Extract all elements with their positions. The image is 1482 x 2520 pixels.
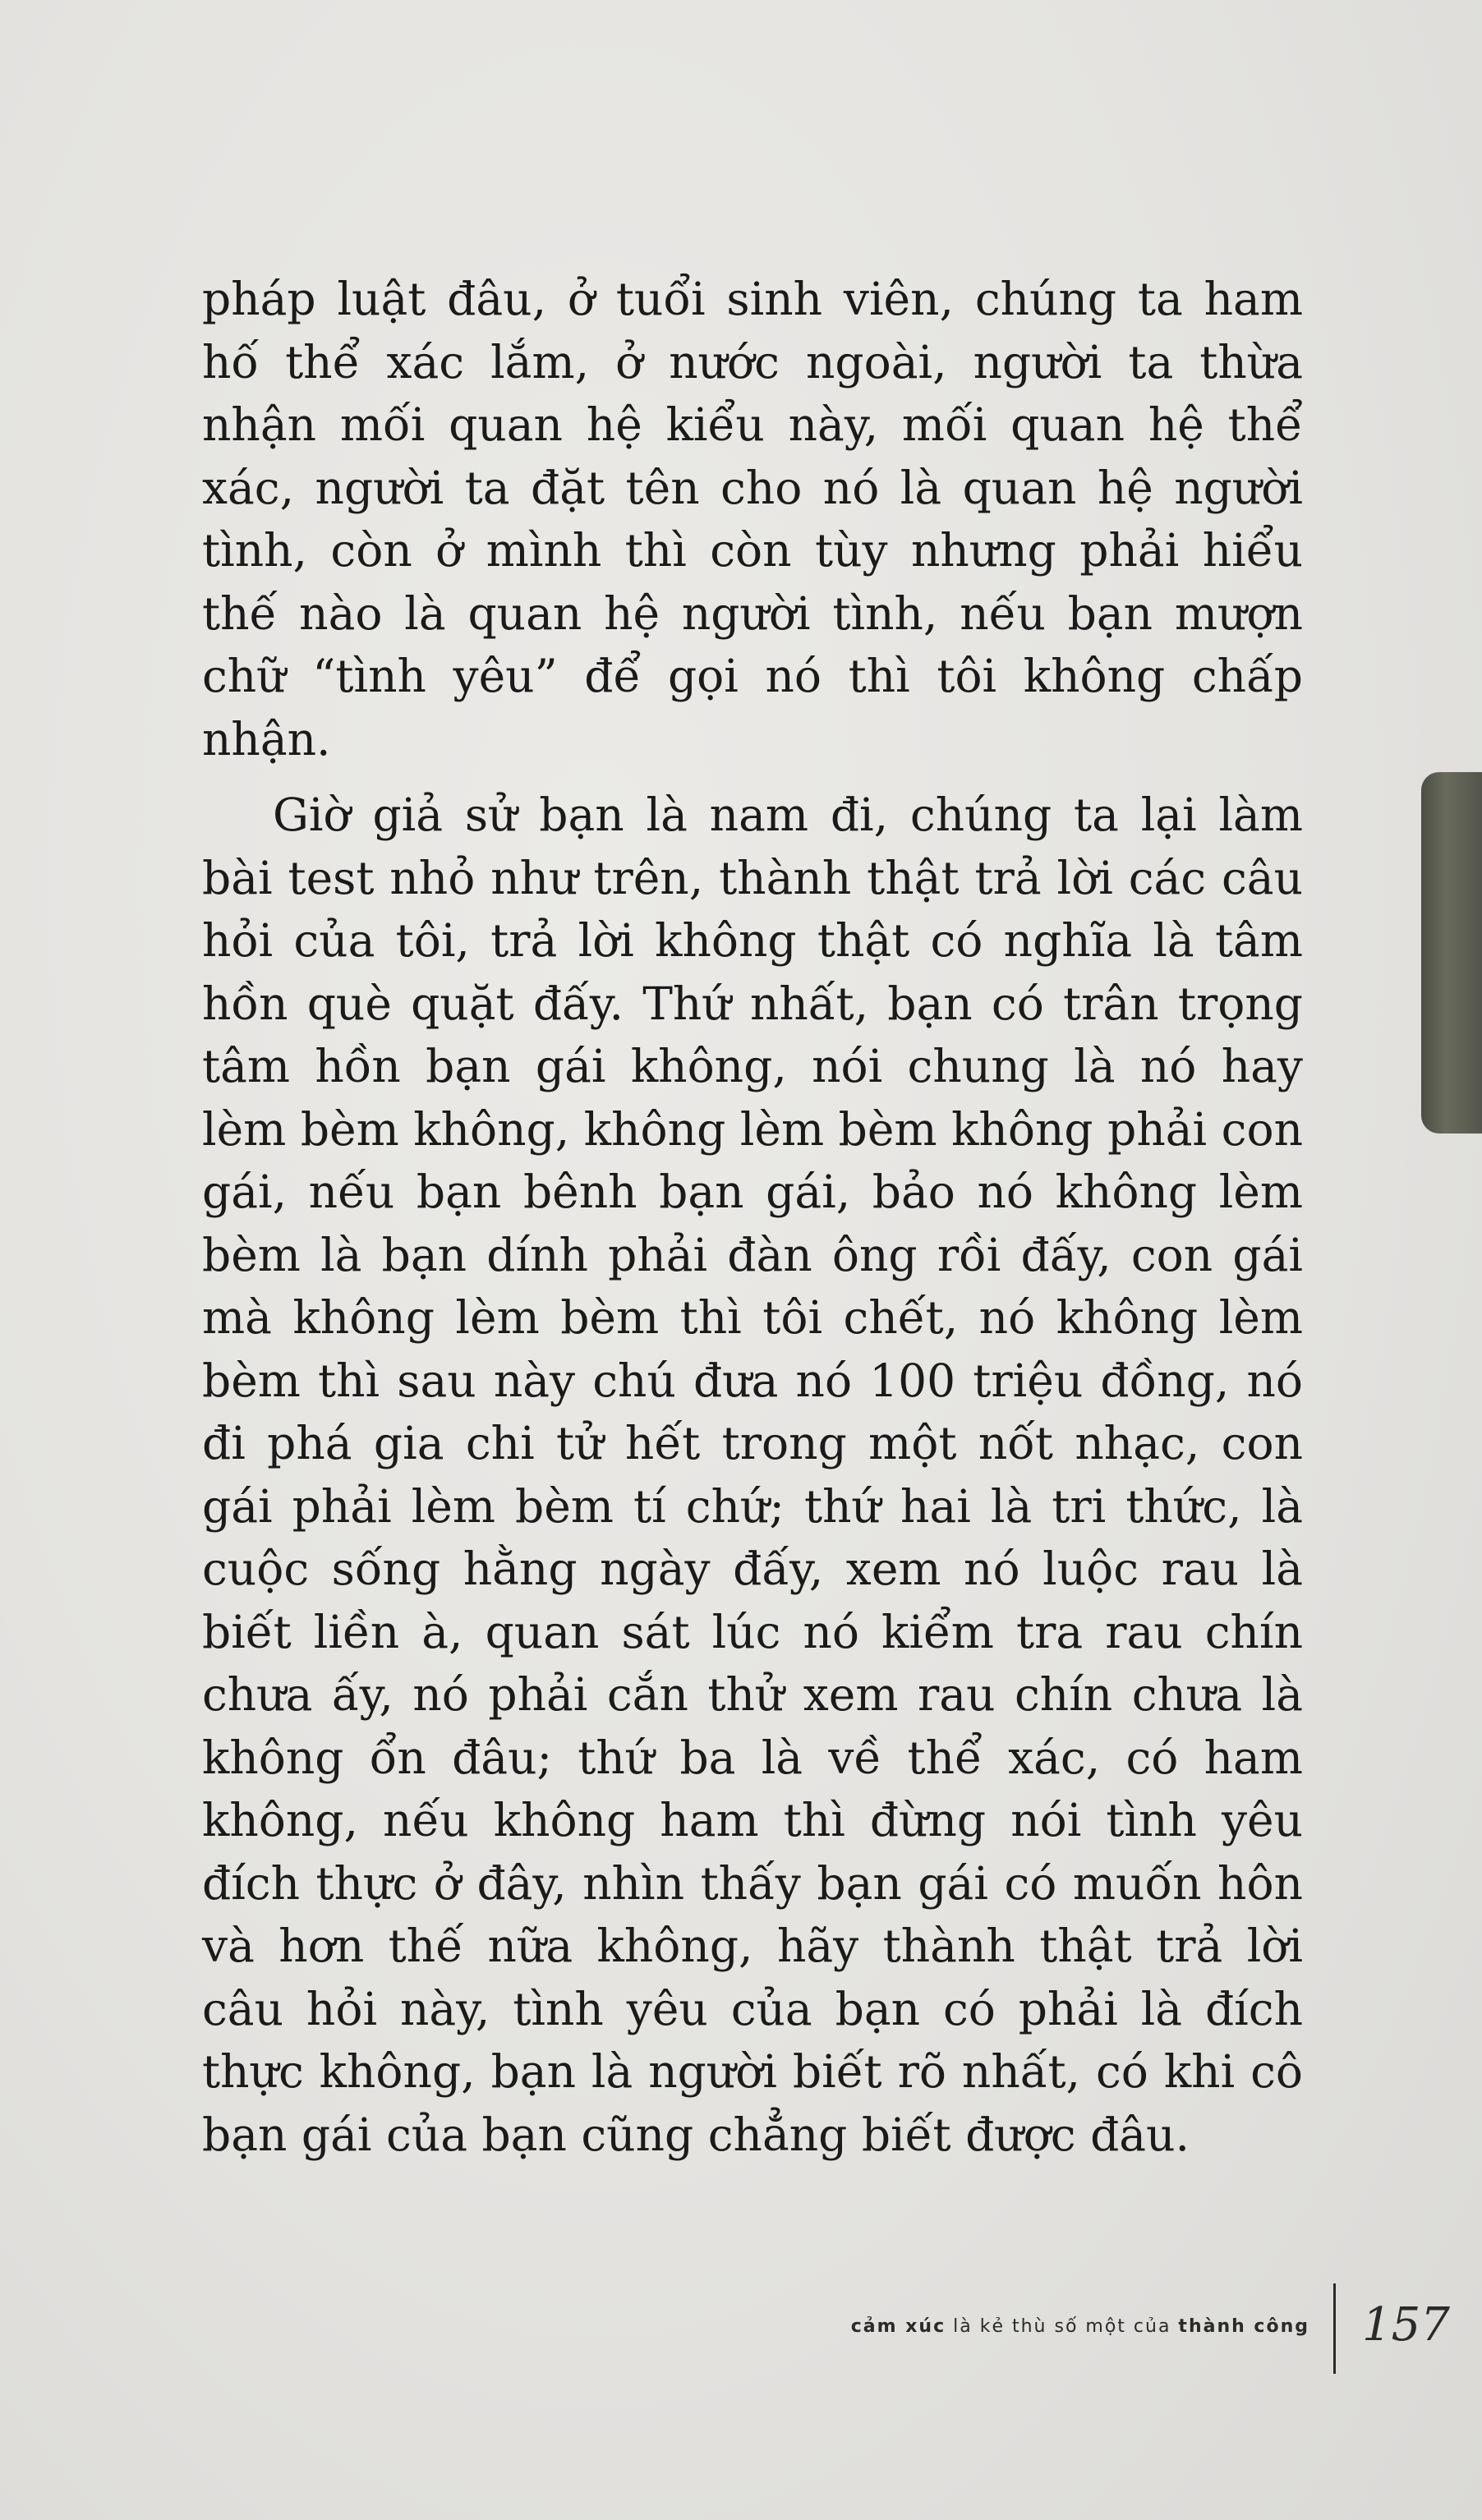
page-edge-shadow bbox=[1421, 772, 1482, 1134]
footer-divider bbox=[1333, 2283, 1336, 2374]
running-head-emphasis-1: cảm xúc bbox=[850, 2316, 946, 2337]
paragraph-2: Giờ giả sử bạn là nam đi, chúng ta lại làm bài test nhỏ như trên, thành thật trả lời các câu hỏi của tôi, trả lời không thật có nghĩa là tâm hồn què quặt đấy. Thứ nhất, bạn có trân trọng tâm hồn bạn gái không, nói chung là nó hay lèm bèm không, không lèm bèm không phải con gái, nếu bạn bênh bạn gái, bảo nó không lèm bèm là bạn dính phải đàn ông rồi đấy, con gái mà không lèm bèm thì tôi chết, nó không lèm bèm thì sau này chú đưa nó 100 triệu đồng, nó đi phá gia chi tử hết trong một nốt nhạc, con gái phải lèm bèm tí chứ; thứ hai là tri thức, là cuộc sống hằng ngày đấy, xem nó luộc rau là biết liền à, quan sát lúc nó kiểm tra rau chín chưa ấy, nó phải cắn thử xem rau chín chưa là không ổn đâu; thứ ba là về thể xác, có ham không, nếu không ham thì đừng nói tình yêu đích thực ở đây, nhìn thấy bạn gái có muốn hôn và hơn thế nữa không, hãy thành thật trả lời câu hỏi này, tình yêu của bạn có phải là đích thực không, bạn là người biết rõ nhất, có khi cô bạn gái của bạn cũng chẳng biết được đâu. bbox=[202, 789, 1303, 2161]
running-head-middle: là kẻ thù số một của bbox=[946, 2316, 1179, 2337]
page-number: 157 bbox=[1362, 2298, 1450, 2352]
paragraph-1: pháp luật đâu, ở tuổi sinh viên, chúng ta ham hố thể xác lắm, ở nước ngoài, người ta thừa nhận mối quan hệ kiểu này, mối quan hệ thể xác, người ta đặt tên cho nó là quan hệ người tình, còn ở mình thì còn tùy nhưng phải hiểu thế nào là quan hệ người tình, nếu bạn mượn chữ “tình yêu” để gọi nó thì tôi không chấp nhận. bbox=[202, 273, 1303, 766]
running-head-emphasis-2: thành công bbox=[1178, 2316, 1309, 2337]
running-head bbox=[851, 2316, 1309, 2337]
page-body-text bbox=[202, 268, 1303, 2166]
page-footer bbox=[0, 2283, 1482, 2382]
